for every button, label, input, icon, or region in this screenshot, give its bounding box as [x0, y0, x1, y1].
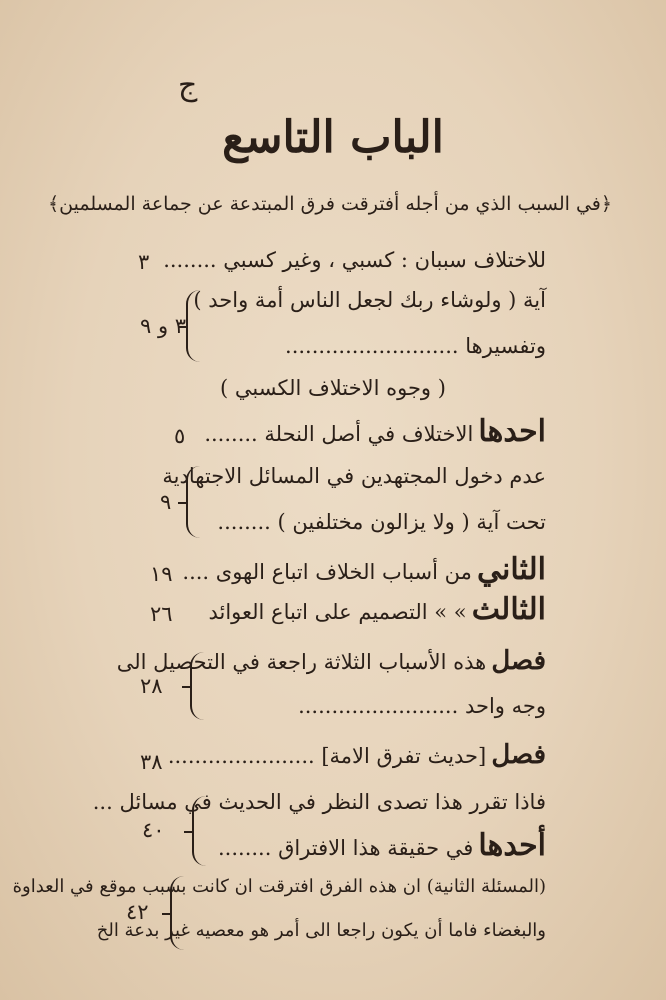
grouping-brace [186, 290, 202, 362]
toc-entry-text: فاذا تقرر هذا تصدى النظر في الحديث في مسائل ... [92, 790, 546, 814]
toc-entry-text: والبغضاء فاما أن يكون راجعا الى أمر هو معصيه غير بدعة الخ [96, 920, 546, 941]
toc-entry-text: هذه الأسباب الثلاثة راجعة في التحصيل الى [116, 650, 487, 674]
entry-lead-word: الثالث [471, 592, 546, 627]
entry-lead-word: فصل [491, 646, 546, 676]
toc-entry [182, 552, 546, 587]
toc-page-number: ٢٦ [150, 602, 173, 626]
entry-lead-word: الثاني [476, 552, 546, 587]
grouping-brace [190, 652, 206, 720]
grouping-brace [192, 796, 208, 866]
toc-entry-text: للاختلاف سببان : كسبي ، وغير كسبي ........ [163, 248, 546, 272]
page-marker: ج [178, 68, 198, 103]
toc-page-number: ٥ [174, 424, 186, 448]
toc-page-number: ٣٨ [140, 750, 163, 774]
entry-lead-word: احدها [478, 414, 546, 449]
toc-entry [204, 414, 546, 449]
toc-entry-text: وتفسيرها .......................... [285, 334, 546, 358]
toc-entry-text: » » التصميم على اتباع العوائد [208, 600, 467, 624]
toc-entry-text: وجه واحد ........................ [298, 694, 546, 718]
grouping-brace [170, 876, 186, 950]
toc-entry [168, 740, 546, 770]
toc-entry-text: من أسباب الخلاف اتباع الهوى .... [182, 560, 472, 584]
toc-entry-text: الاختلاف في أصل النحلة ........ [204, 422, 474, 446]
toc-entry-text: تحت آية ( ولا يزالون مختلفين ) ........ [217, 510, 546, 534]
entry-lead-word: أحدها [478, 828, 546, 863]
toc-entry [218, 828, 546, 863]
toc-page-number: ٩ [160, 490, 172, 514]
toc-entry [117, 646, 546, 676]
toc-entry [208, 592, 546, 627]
grouping-brace [186, 466, 202, 538]
chapter-title: الباب التاسع [222, 112, 444, 163]
toc-entry-text: آية ( ولوشاء ربك لجعل الناس أمة واحد ) [193, 288, 546, 312]
toc-page-number: ٤٠ [142, 818, 165, 842]
toc-page-number: ٤٢ [126, 900, 149, 924]
chapter-subtitle: ﴿في السبب الذي من أجله أفترقت فرق المبتدعة عن جماعة المسلمين﴾ [48, 193, 612, 215]
toc-page-number: ٣ [138, 250, 150, 274]
toc-page-number: ٢٨ [140, 674, 163, 698]
section-heading: ( وجوه الاختلاف الكسبي ) [220, 376, 446, 400]
toc-entry-text: (المسئلة الثانية) ان هذه الفرق افترقت ان كانت بسبب موقع في العداوة [12, 876, 546, 897]
entry-lead-word: فصل [491, 740, 546, 770]
toc-page-number: ١٩ [150, 562, 173, 586]
toc-entry-text: في حقيقة هذا الافتراق ........ [218, 836, 474, 860]
toc-entry-text: عدم دخول المجتهدين في المسائل الاجتهادية [162, 464, 546, 488]
toc-page-number: ٣ و ٩ [140, 314, 187, 338]
toc-entry-text: [حديث تفرق الامة] ...................... [167, 744, 487, 768]
